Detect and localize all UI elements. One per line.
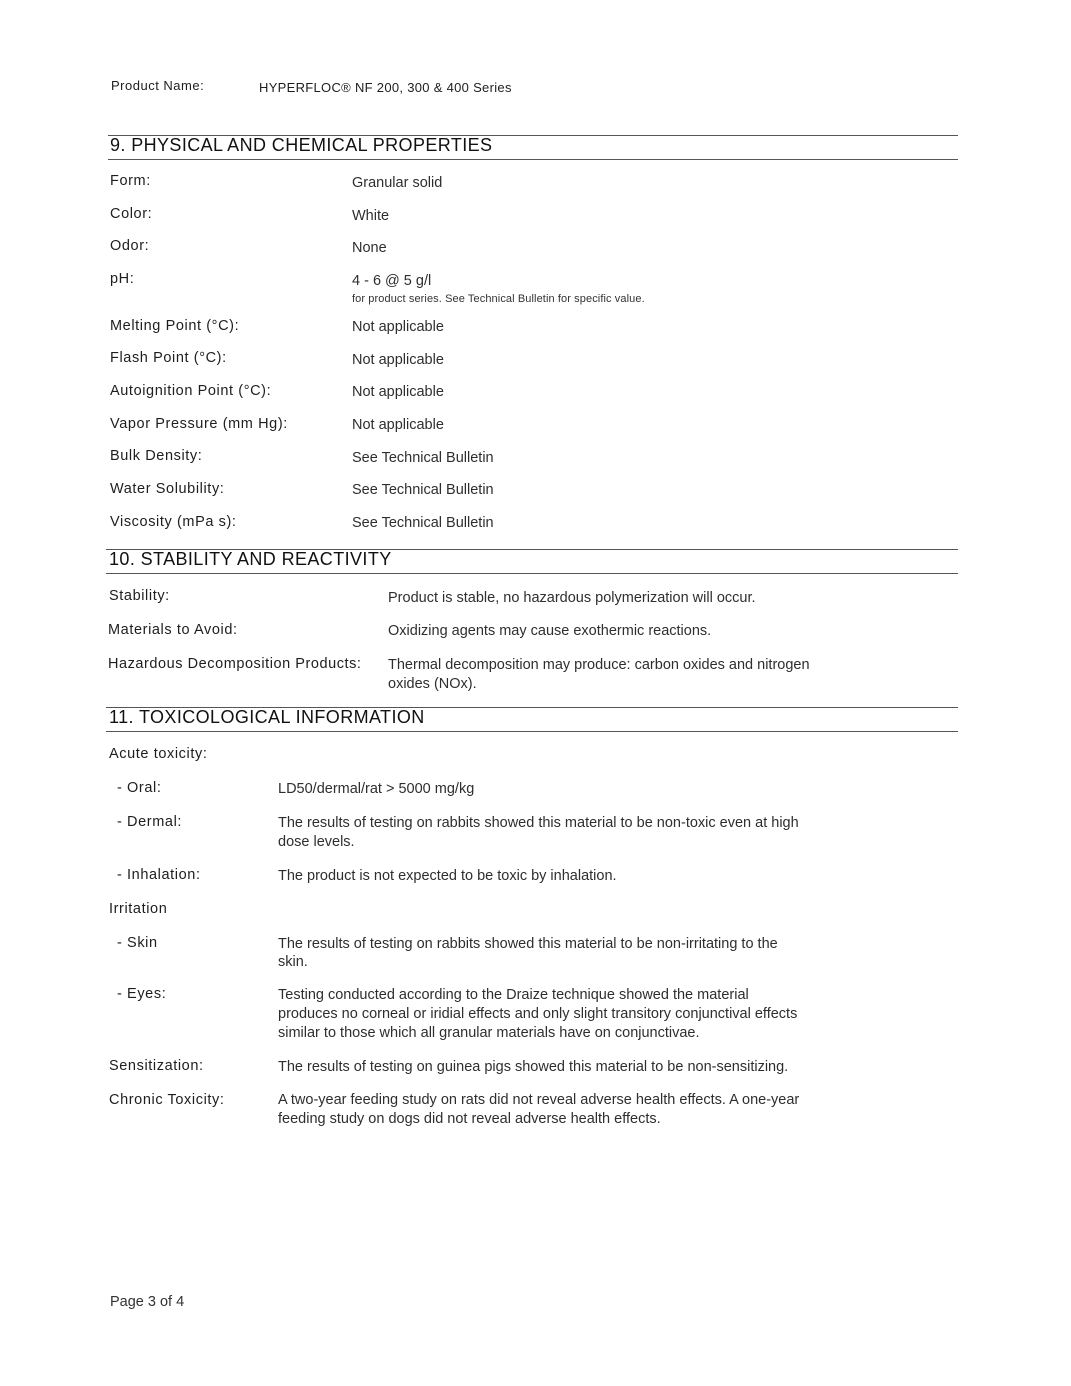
section-9-title: 9. PHYSICAL AND CHEMICAL PROPERTIES [110,135,493,155]
materials-to-avoid-value: Oxidizing agents may cause exothermic reactions. [388,623,712,639]
vapor-pressure-label: Vapor Pressure (mm Hg): [110,416,288,432]
viscosity-value: See Technical Bulletin [352,515,494,531]
ph-label: pH: [110,271,135,287]
viscosity-label: Viscosity (mPa s): [110,514,237,530]
acute-toxicity-label: Acute toxicity: [109,746,208,762]
sensitization-value: The results of testing on guinea pigs showed this material to be non-sensitizing. [278,1059,789,1075]
autoignition-point-value: Not applicable [352,384,444,400]
bulk-density-label: Bulk Density: [110,448,203,464]
irritation-label: Irritation [109,901,168,917]
dermal-value-line1: The results of testing on rabbits showed this material to be non-toxic even at high [278,815,799,831]
hazardous-decomposition-value-line1: Thermal decomposition may produce: carbon oxides and nitrogen [388,657,810,673]
chronic-toxicity-value-line2: feeding study on dogs did not reveal adverse health effects. [278,1111,661,1127]
hazardous-decomposition-value-line2: oxides (NOx). [388,676,477,692]
water-solubility-label: Water Solubility: [110,481,225,497]
eyes-value-line1: Testing conducted according to the Draize technique showed the material [278,987,749,1003]
skin-label: - Skin [117,935,158,951]
stability-label: Stability: [109,588,170,604]
chronic-toxicity-label: Chronic Toxicity: [109,1092,225,1108]
eyes-value-line3: similar to those which all granular materials have on conjunctivae. [278,1025,700,1041]
vapor-pressure-value: Not applicable [352,417,444,433]
eyes-value-line2: produces no corneal or iridial effects and only slight transitory conjunctival effects [278,1006,798,1022]
odor-value: None [352,240,387,256]
bulk-density-value: See Technical Bulletin [352,450,494,466]
oral-label: - Oral: [117,780,162,796]
water-solubility-value: See Technical Bulletin [352,482,494,498]
melting-point-value: Not applicable [352,319,444,335]
color-label: Color: [110,206,153,222]
page-number: Page 3 of 4 [110,1294,185,1310]
product-name-value: HYPERFLOC® NF 200, 300 & 400 Series [259,80,512,95]
section-10-title: 10. STABILITY AND REACTIVITY [109,549,392,569]
ph-note: for product series. See Technical Bulletin for specific value. [352,293,645,305]
oral-value: LD50/dermal/rat > 5000 mg/kg [278,781,475,797]
autoignition-point-label: Autoignition Point (°C): [110,383,272,399]
ph-value: 4 - 6 @ 5 g/l [352,273,432,289]
skin-value-line2: skin. [278,954,308,970]
materials-to-avoid-label: Materials to Avoid: [108,622,238,638]
skin-value-line1: The results of testing on rabbits showed this material to be non-irritating to the [278,936,778,952]
chronic-toxicity-value-line1: A two-year feeding study on rats did not reveal adverse health effects. A one-year [278,1092,800,1108]
section-9-bottom-rule [108,159,958,160]
odor-label: Odor: [110,238,150,254]
section-11-bottom-rule [106,731,958,732]
flash-point-label: Flash Point (°C): [110,350,227,366]
color-value: White [352,208,390,224]
hazardous-decomposition-label: Hazardous Decomposition Products: [108,656,362,672]
inhalation-label: - Inhalation: [117,867,201,883]
flash-point-value: Not applicable [352,352,444,368]
dermal-value-line2: dose levels. [278,834,355,850]
stability-value: Product is stable, no hazardous polymerization will occur. [388,590,756,606]
section-11-title: 11. TOXICOLOGICAL INFORMATION [109,707,425,727]
form-label: Form: [110,173,151,189]
dermal-label: - Dermal: [117,814,183,830]
product-name-label: Product Name: [111,78,205,93]
eyes-label: - Eyes: [117,986,167,1002]
inhalation-value: The product is not expected to be toxic by inhalation. [278,868,617,884]
sensitization-label: Sensitization: [109,1058,204,1074]
melting-point-label: Melting Point (°C): [110,318,240,334]
section-10-bottom-rule [106,573,958,574]
form-value: Granular solid [352,175,443,191]
